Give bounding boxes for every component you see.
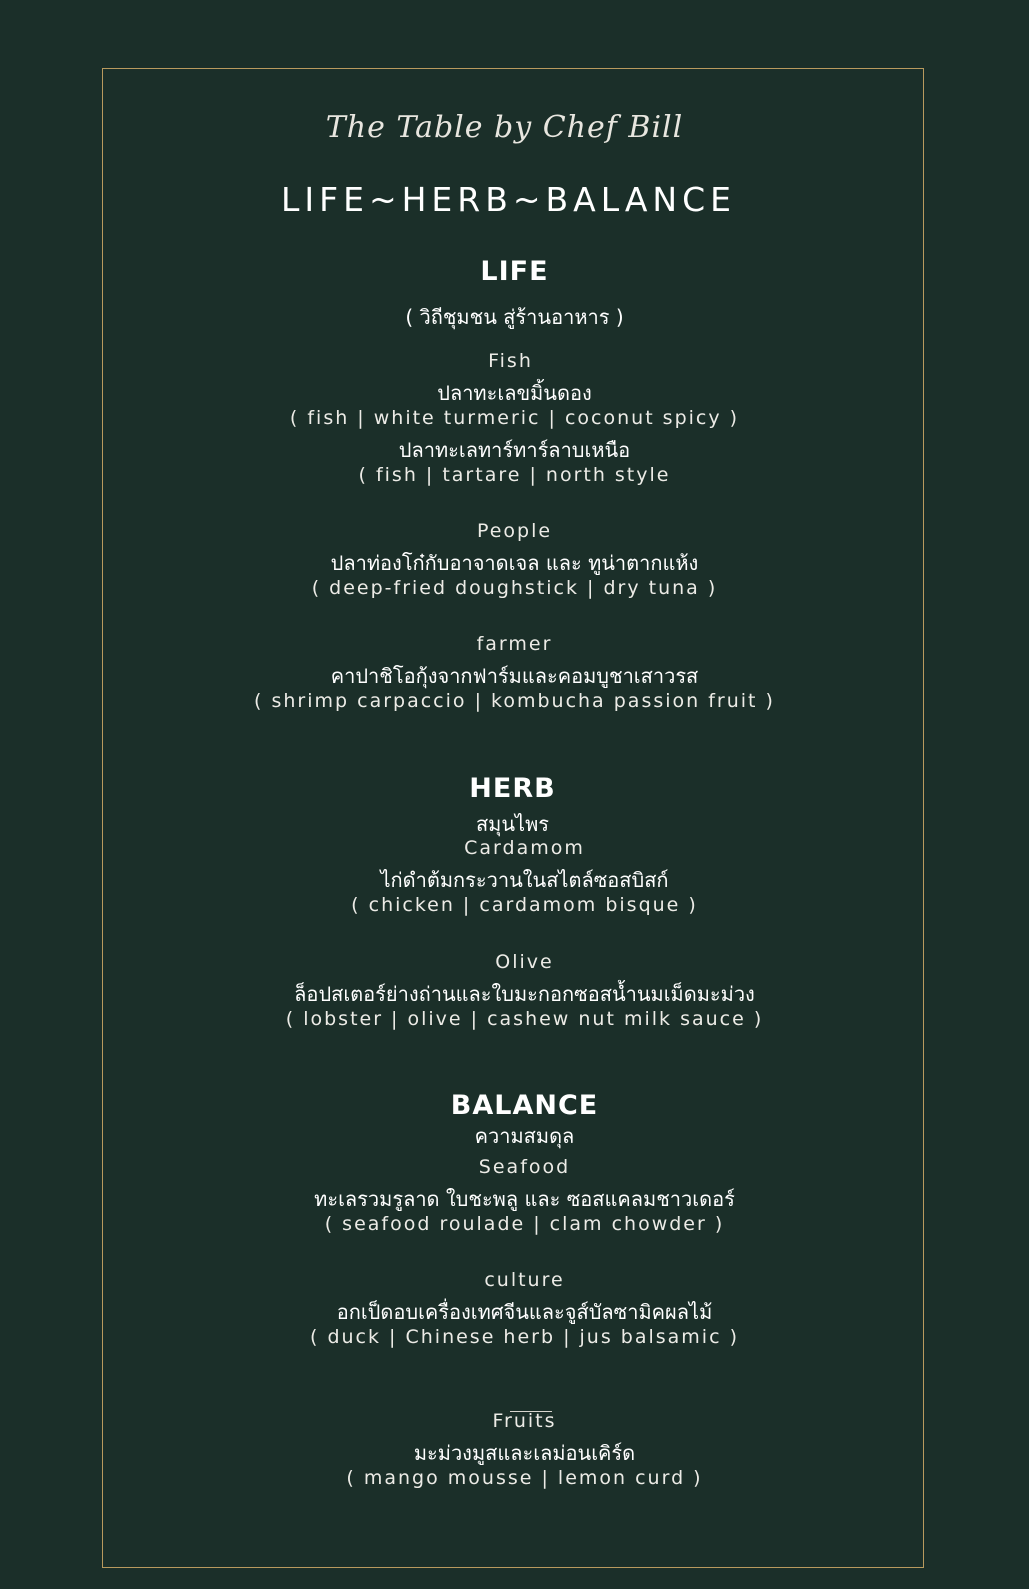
dish-english-olive: ( lobster | olive | cashew nut milk sauce ): [285, 1008, 764, 1030]
dish-thai-fish-2: ปลาทะเลทาร์ทาร์ลาบเหนือ: [398, 438, 631, 462]
course-label-seafood: Seafood: [478, 1156, 571, 1178]
dish-thai-culture: อกเป็ดอบเครื่องเทศจีนและจูส์บัลซามิคผลไม้: [336, 1300, 713, 1324]
course-label-olive: Olive: [495, 951, 554, 973]
section-subtitle-herb: สมุนไพร: [475, 812, 550, 836]
course-label-culture: culture: [484, 1269, 565, 1291]
dish-thai-olive: ล็อปสเตอร์ย่างถ่านและใบมะกอกซอสน้ำนมเม็ดมะม่วง: [294, 982, 755, 1006]
dish-english-fish-1: ( fish | white turmeric | coconut spicy ): [289, 407, 740, 429]
dish-thai-seafood: ทะเลรวมรูลาด ใบชะพลู และ ซอสแคลมชาวเดอร์: [314, 1187, 735, 1211]
dish-thai-fruits: มะม่วงมูสและเลม่อนเคิร์ด: [413, 1441, 636, 1465]
section-subtitle-balance: ความสมดุล: [474, 1124, 575, 1148]
course-label-people: People: [476, 520, 553, 542]
dish-thai-fish-1: ปลาทะเลขมิ้นดอง: [437, 381, 592, 405]
course-label-cardamom: Cardamom: [464, 837, 585, 859]
section-subtitle-life: ( วิถีชุมชน สู่ร้านอาหาร ): [405, 305, 624, 329]
dish-english-fish-2: ( fish | tartare | north style: [358, 464, 671, 486]
dish-thai-cardamom: ไก่ดำต้มกระวานในสไตล์ซอสบิสก์: [380, 868, 669, 892]
section-title-life: LIFE: [480, 256, 549, 287]
dish-english-people: ( deep-fried doughstick | dry tuna ): [311, 577, 718, 599]
course-label-fruits: Fruits: [492, 1410, 557, 1432]
dish-english-culture: ( duck | Chinese herb | jus balsamic ): [310, 1326, 739, 1348]
section-title-herb: HERB: [469, 773, 556, 804]
course-label-fish: Fish: [488, 350, 533, 372]
dish-thai-people: ปลาท่องโก๋กับอาจาดเจล และ ทูน่าตากแห้ง: [330, 551, 699, 575]
menu-title: LIFE~HERB~BALANCE: [281, 180, 736, 219]
dish-english-seafood: ( seafood roulade | clam chowder ): [324, 1213, 725, 1235]
brand-script-title: The Table by Chef Bill: [325, 110, 684, 145]
course-label-farmer: farmer: [476, 633, 553, 655]
dish-thai-farmer: คาปาชิโอกุ้งจากฟาร์มและคอมบูชาเสาวรส: [330, 664, 699, 688]
dish-english-farmer: ( shrimp carpaccio | kombucha passion fruit ): [254, 690, 775, 712]
dish-english-fruits: ( mango mousse | lemon curd ): [346, 1467, 703, 1489]
section-title-balance: BALANCE: [450, 1090, 599, 1121]
dish-english-cardamom: ( chicken | cardamom bisque ): [351, 894, 698, 916]
